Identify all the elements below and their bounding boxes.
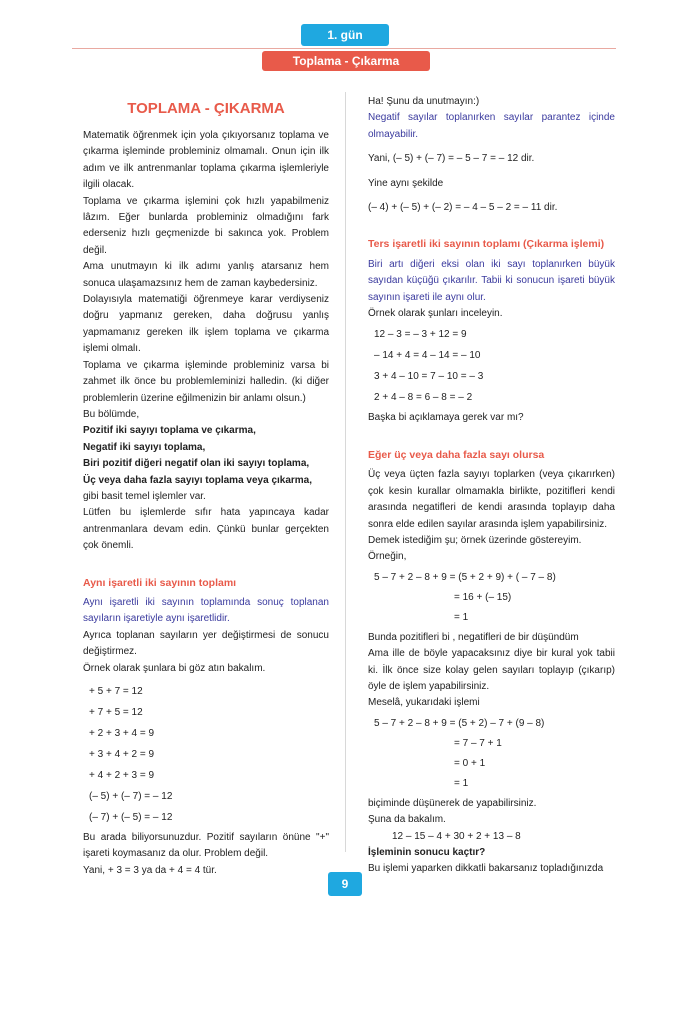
paragraph: Örnek olarak şunlara bi göz atın bakalım. bbox=[83, 662, 266, 674]
paragraph: Bu bölümde, bbox=[83, 408, 140, 420]
paragraph: Örneğin, bbox=[368, 551, 407, 563]
bold-line: Biri pozitif diğeri negatif olan iki sayıyı toplama, bbox=[83, 458, 310, 470]
rule-text: Aynı işaretli iki sayının toplamında sonuç toplanan sayıların işaretiyle aynı işaretlidir. bbox=[83, 596, 329, 625]
paragraph: Üç veya üçten fazla sayıyı toplarken (veya çıkarırken) çok kesin kurallar olmamakla birlikte, pozitifleri kendi arasında negatifleri de kendi arasında toplayıp daha sonra elde edilen sayılar arasında işlem yapabilirsiniz. bbox=[368, 469, 615, 530]
column-divider bbox=[345, 92, 346, 852]
left-column bbox=[83, 94, 329, 879]
header-rule bbox=[72, 48, 616, 49]
equation: (– 4) + (– 5) + (– 2) = – 4 – 5 – 2 = – 11 dir. bbox=[368, 202, 558, 214]
paragraph: Lütfen bu işlemlerde sıfır hata yapıncaya kadar antrenmanlara devam edin. Çünkü bunlar gerçekten çok önemli. bbox=[83, 507, 329, 552]
equation: 5 – 7 + 2 – 8 + 9 = (5 + 2) – 7 + (9 – 8) bbox=[374, 717, 545, 729]
equation: (– 5) + (– 7) = – 12 bbox=[89, 791, 173, 802]
page-title: TOPLAMA - ÇIKARMA bbox=[127, 100, 285, 117]
equation: = 7 – 7 + 1 bbox=[454, 737, 502, 749]
paragraph: Şuna da bakalım. bbox=[368, 814, 446, 826]
equation: 2 + 4 – 8 = 6 – 8 = – 2 bbox=[374, 392, 473, 404]
paragraph: Ama ille de böyle yapacaksınız diye bir kural yok tabii ki. İlk önce size kolay gelen sayıları toplayıp (çıkarıp) öyle de işlem yapabilirsiniz. bbox=[368, 648, 615, 692]
topic-badge: Toplama - Çıkarma bbox=[262, 51, 430, 71]
paragraph: Matematik öğrenmek için yola çıkıyorsanız toplama ve çıkarma işleminde probleminiz olmamalı. Onun için ilk adım ve ilk antrenmanlar toplama çıkarma işlemleriyle ilgili olacak. bbox=[83, 130, 329, 191]
paragraph: Bu işlemi yaparken dikkatli bakarsanız topladığınızda bbox=[368, 863, 604, 875]
equation: + 7 + 5 = 12 bbox=[89, 707, 143, 718]
equation: 3 + 4 – 10 = 7 – 10 = – 3 bbox=[374, 371, 484, 383]
equation: = 1 bbox=[454, 611, 469, 623]
equation: 12 – 15 – 4 + 30 + 2 + 13 – 8 bbox=[392, 830, 521, 842]
page-number: 9 bbox=[328, 872, 362, 896]
paragraph: Yani, + 3 = 3 ya da + 4 = 4 tür. bbox=[83, 864, 217, 876]
paragraph: Ayrıca toplanan sayıların yer değiştirmesi de sonucu değiştirmez. bbox=[83, 629, 329, 658]
paragraph: Bu arada biliyorsunuzdur. Pozitif sayıların önüne "+" işareti koymasanız da olur. Problem değil. bbox=[83, 832, 329, 860]
paragraph: Meselâ, yukarıdaki işlemi bbox=[368, 697, 480, 709]
rule-text: Negatif sayılar toplanırken sayılar parantez içinde olmayabilir. bbox=[368, 112, 615, 140]
paragraph: Yani, (– 5) + (– 7) = – 5 – 7 = – 12 dir. bbox=[368, 153, 535, 165]
paragraph: Toplama ve çıkarma işlemini çok hızlı yapabilmeniz lâzım. Eğer bunlarda probleminiz olmadığını fark ederseniz hızlı geçmenizde bi sakınca yok. Problem değil. bbox=[83, 195, 329, 256]
section-heading: Ters işaretli iki sayının toplamı (Çıkarma işlemi) bbox=[368, 238, 605, 251]
equation: + 4 + 2 + 3 = 9 bbox=[89, 770, 155, 781]
day-badge: 1. gün bbox=[301, 24, 389, 46]
bold-line: İşleminin sonucu kaçtır? bbox=[368, 846, 486, 858]
equation: – 14 + 4 = 4 – 14 = – 10 bbox=[374, 350, 481, 362]
bold-line: Pozitif iki sayıyı toplama ve çıkarma, bbox=[83, 425, 256, 437]
equation: = 16 + (– 15) bbox=[454, 591, 512, 603]
paragraph: gibi basit temel işlemler var. bbox=[83, 490, 206, 502]
paragraph: Yine aynı şekilde bbox=[368, 177, 444, 189]
paragraph: Toplama ve çıkarma işleminde probleminiz varsa bi zahmet ilk önce bu problemleminizi halledin. (ki diğer problemlerin üzerine eğilmenizin bir anlamı olsun.) bbox=[83, 359, 329, 404]
rule-text: Biri artı diğeri eksi olan iki sayı toplanırken büyük sayıdan küçüğü çıkarılır. Tabii ki sonucun işareti büyük sayının işareti ile aynı olur. bbox=[368, 258, 615, 303]
equation: (– 7) + (– 5) = – 12 bbox=[89, 812, 173, 823]
equation: + 5 + 7 = 12 bbox=[89, 686, 143, 697]
equation: + 3 + 4 + 2 = 9 bbox=[89, 749, 155, 760]
paragraph: Örnek olarak şunları inceleyin. bbox=[368, 308, 503, 320]
right-column bbox=[368, 94, 615, 878]
equation: = 0 + 1 bbox=[454, 757, 486, 769]
paragraph: Ama unutmayın ki ilk adımı yanlış atarsanız hem sonuca ulaşamazsınız hem de zaman kaybedersiniz. bbox=[83, 261, 329, 289]
paragraph: Demek istediğim şu; örnek üzerinde göstereyim. bbox=[368, 534, 582, 546]
section-heading: Aynı işaretli iki sayının toplamı bbox=[83, 576, 237, 589]
equation: 12 – 3 = – 3 + 12 = 9 bbox=[374, 329, 467, 341]
bold-line: Negatif iki sayıyı toplama, bbox=[83, 441, 206, 453]
equation: = 1 bbox=[454, 777, 469, 789]
paragraph: Dolayısıyla matematiği öğrenmeye karar verdiyseniz doğru yapmanız gereken, daha doğrusu yanlış yapmamanız gereken ilk işlem toplama ve çıkarma işlemi olmalı. bbox=[83, 294, 329, 355]
paragraph: Başka bi açıklamaya gerek var mı? bbox=[368, 412, 524, 424]
equation: + 2 + 3 + 4 = 9 bbox=[89, 728, 155, 739]
paragraph: Bunda pozitifleri bi , negatifleri de bir düşündüm bbox=[368, 631, 579, 643]
paragraph: Ha! Şunu da unutmayın:) bbox=[368, 96, 480, 107]
bold-line: Üç veya daha fazla sayıyı toplama veya çıkarma, bbox=[83, 474, 313, 486]
equation: 5 – 7 + 2 – 8 + 9 = (5 + 2 + 9) + ( – 7 – 8) bbox=[374, 571, 556, 583]
section-heading: Eğer üç veya daha fazla sayı olursa bbox=[368, 448, 545, 461]
paragraph: biçiminde düşünerek de yapabilirsiniz. bbox=[368, 797, 537, 809]
